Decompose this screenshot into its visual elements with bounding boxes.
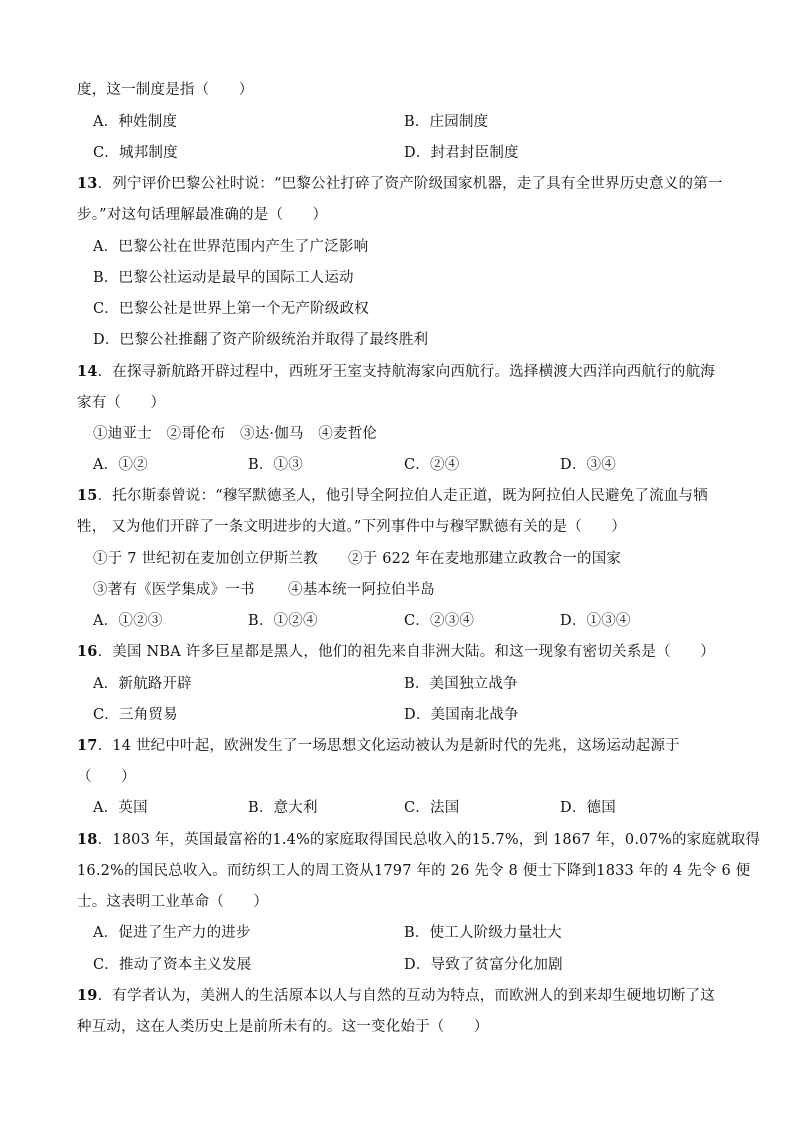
q14-number: 14 xyxy=(77,363,98,380)
q15-item-4: ④基本统一阿拉伯半岛 xyxy=(288,582,435,598)
q16-option-a: A．新航路开辟 xyxy=(93,676,192,692)
q14-option-d: D．③④ xyxy=(560,457,616,473)
q15-option-c: C．②③④ xyxy=(404,613,475,629)
q17-option-b: B．意大利 xyxy=(248,800,318,816)
q13-option-b: B．巴黎公社运动是最早的国际工人运动 xyxy=(93,270,354,286)
q18-stem-line1 xyxy=(77,830,760,850)
q13-stem-line1 xyxy=(77,174,723,194)
q16-option-b: B．美国独立战争 xyxy=(404,676,518,692)
q13-option-c: C．巴黎公社是世界上第一个无产阶级政权 xyxy=(93,301,369,317)
q16-number: 16 xyxy=(77,643,98,660)
q17-stem-line2: （ ） xyxy=(77,769,136,785)
q13-option-a: A．巴黎公社在世界范围内产生了广泛影响 xyxy=(93,239,369,255)
q16-option-c: C．三角贸易 xyxy=(93,707,178,723)
q18-option-a: A．促进了生产力的进步 xyxy=(93,925,251,941)
q12-option-c: C．城邦制度 xyxy=(93,145,178,161)
q18-option-c: C．推动了资本主义发展 xyxy=(93,957,252,973)
q18-stem-line2: 16.2%的国民总收入。而纺织工人的周工资从1797 年的 26 先令 8 便士下降到1833 年的 4 先令 6 便 xyxy=(77,863,751,879)
q14-items: ①迪亚士 ②哥伦布 ③达·伽马 ④麦哲伦 xyxy=(93,426,378,442)
q15-item-1: ①于 7 世纪初在麦加创立伊斯兰教 xyxy=(93,551,318,567)
q19-number: 19 xyxy=(77,987,98,1004)
q14-stem-line1 xyxy=(77,362,715,382)
q15-text: ．托尔斯泰曾说：“穆罕默德圣人，他引导全阿拉伯人走正道，既为阿拉伯人民避免了流血与牺 xyxy=(97,488,708,504)
q12-option-b: B．庄园制度 xyxy=(404,114,489,130)
q12-option-d: D．封君封臣制度 xyxy=(404,145,519,161)
q18-option-d: D．导致了贫富分化加剧 xyxy=(404,957,563,973)
q14-text: ．在探寻新航路开辟过程中，西班牙王室支持航海家向西航行。选择横渡大西洋向西航行的航海 xyxy=(97,364,715,380)
q18-stem-line3: 士。这表明工业革命（ ） xyxy=(77,894,269,910)
q16-stem-line1 xyxy=(77,642,715,662)
q18-number: 18 xyxy=(77,831,98,848)
q12-option-a: A．种姓制度 xyxy=(93,114,178,130)
q14-option-a: A．①② xyxy=(93,457,148,473)
q17-number: 17 xyxy=(77,737,98,754)
q15-stem-line2: 牲， 又为他们开辟了一条文明进步的大道。”下列事件中与穆罕默德有关的是（ ） xyxy=(77,519,627,535)
q17-text: ．14 世纪中叶起，欧洲发生了一场思想文化运动被认为是新时代的先兆，这场运动起源于 xyxy=(97,738,680,754)
q17-stem-line1 xyxy=(77,736,680,756)
q15-item-3: ③著有《医学集成》一书 xyxy=(93,582,255,598)
q15-option-d: D．①③④ xyxy=(560,613,631,629)
q19-stem-line1 xyxy=(77,986,715,1006)
q17-option-c: C．法国 xyxy=(404,800,460,816)
q15-number: 15 xyxy=(77,487,98,504)
q18-text: ．1803 年，英国最富裕的1.4%的家庭取得国民总收入的15.7%，到 1867 年，0.07%的家庭就取得 xyxy=(97,832,761,848)
q15-option-a: A．①②③ xyxy=(93,613,163,629)
q14-stem-line2: 家有（ ） xyxy=(77,395,166,411)
q16-option-d: D．美国南北战争 xyxy=(404,707,519,723)
q14-option-b: B．①③ xyxy=(248,457,303,473)
q13-text: ．列宁评价巴黎公社时说：“巴黎公社打碎了资产阶级国家机器，走了具有全世界历史意义的第一 xyxy=(97,176,723,192)
q18-option-b: B．使工人阶级力量壮大 xyxy=(404,925,562,941)
q13-number: 13 xyxy=(77,175,98,192)
q16-text: ．美国 NBA 许多巨星都是黑人，他们的祖先来自非洲大陆。和这一现象有密切关系是（ ） xyxy=(97,644,715,660)
q15-option-b: B．①②④ xyxy=(248,613,318,629)
q13-stem-line2: 步。”对这句话理解最准确的是（ ） xyxy=(77,207,328,223)
q19-stem-line2: 种互动，这在人类历史上是前所未有的。这一变化始于（ ） xyxy=(77,1019,489,1035)
q14-option-c: C．②④ xyxy=(404,457,460,473)
q13-option-d: D．巴黎公社推翻了资产阶级统治并取得了最终胜利 xyxy=(93,332,429,348)
q15-item-2: ②于 622 年在麦地那建立政教合一的国家 xyxy=(348,551,622,567)
q17-option-a: A．英国 xyxy=(93,800,148,816)
q17-option-d: D．德国 xyxy=(560,800,616,816)
q12-stem-continued: 度，这一制度是指（ ） xyxy=(77,82,254,98)
q15-stem-line1 xyxy=(77,486,708,506)
q19-text: ．有学者认为，美洲人的生活原本以人与自然的互动为特点，而欧洲人的到来却生硬地切断了这 xyxy=(97,988,715,1004)
